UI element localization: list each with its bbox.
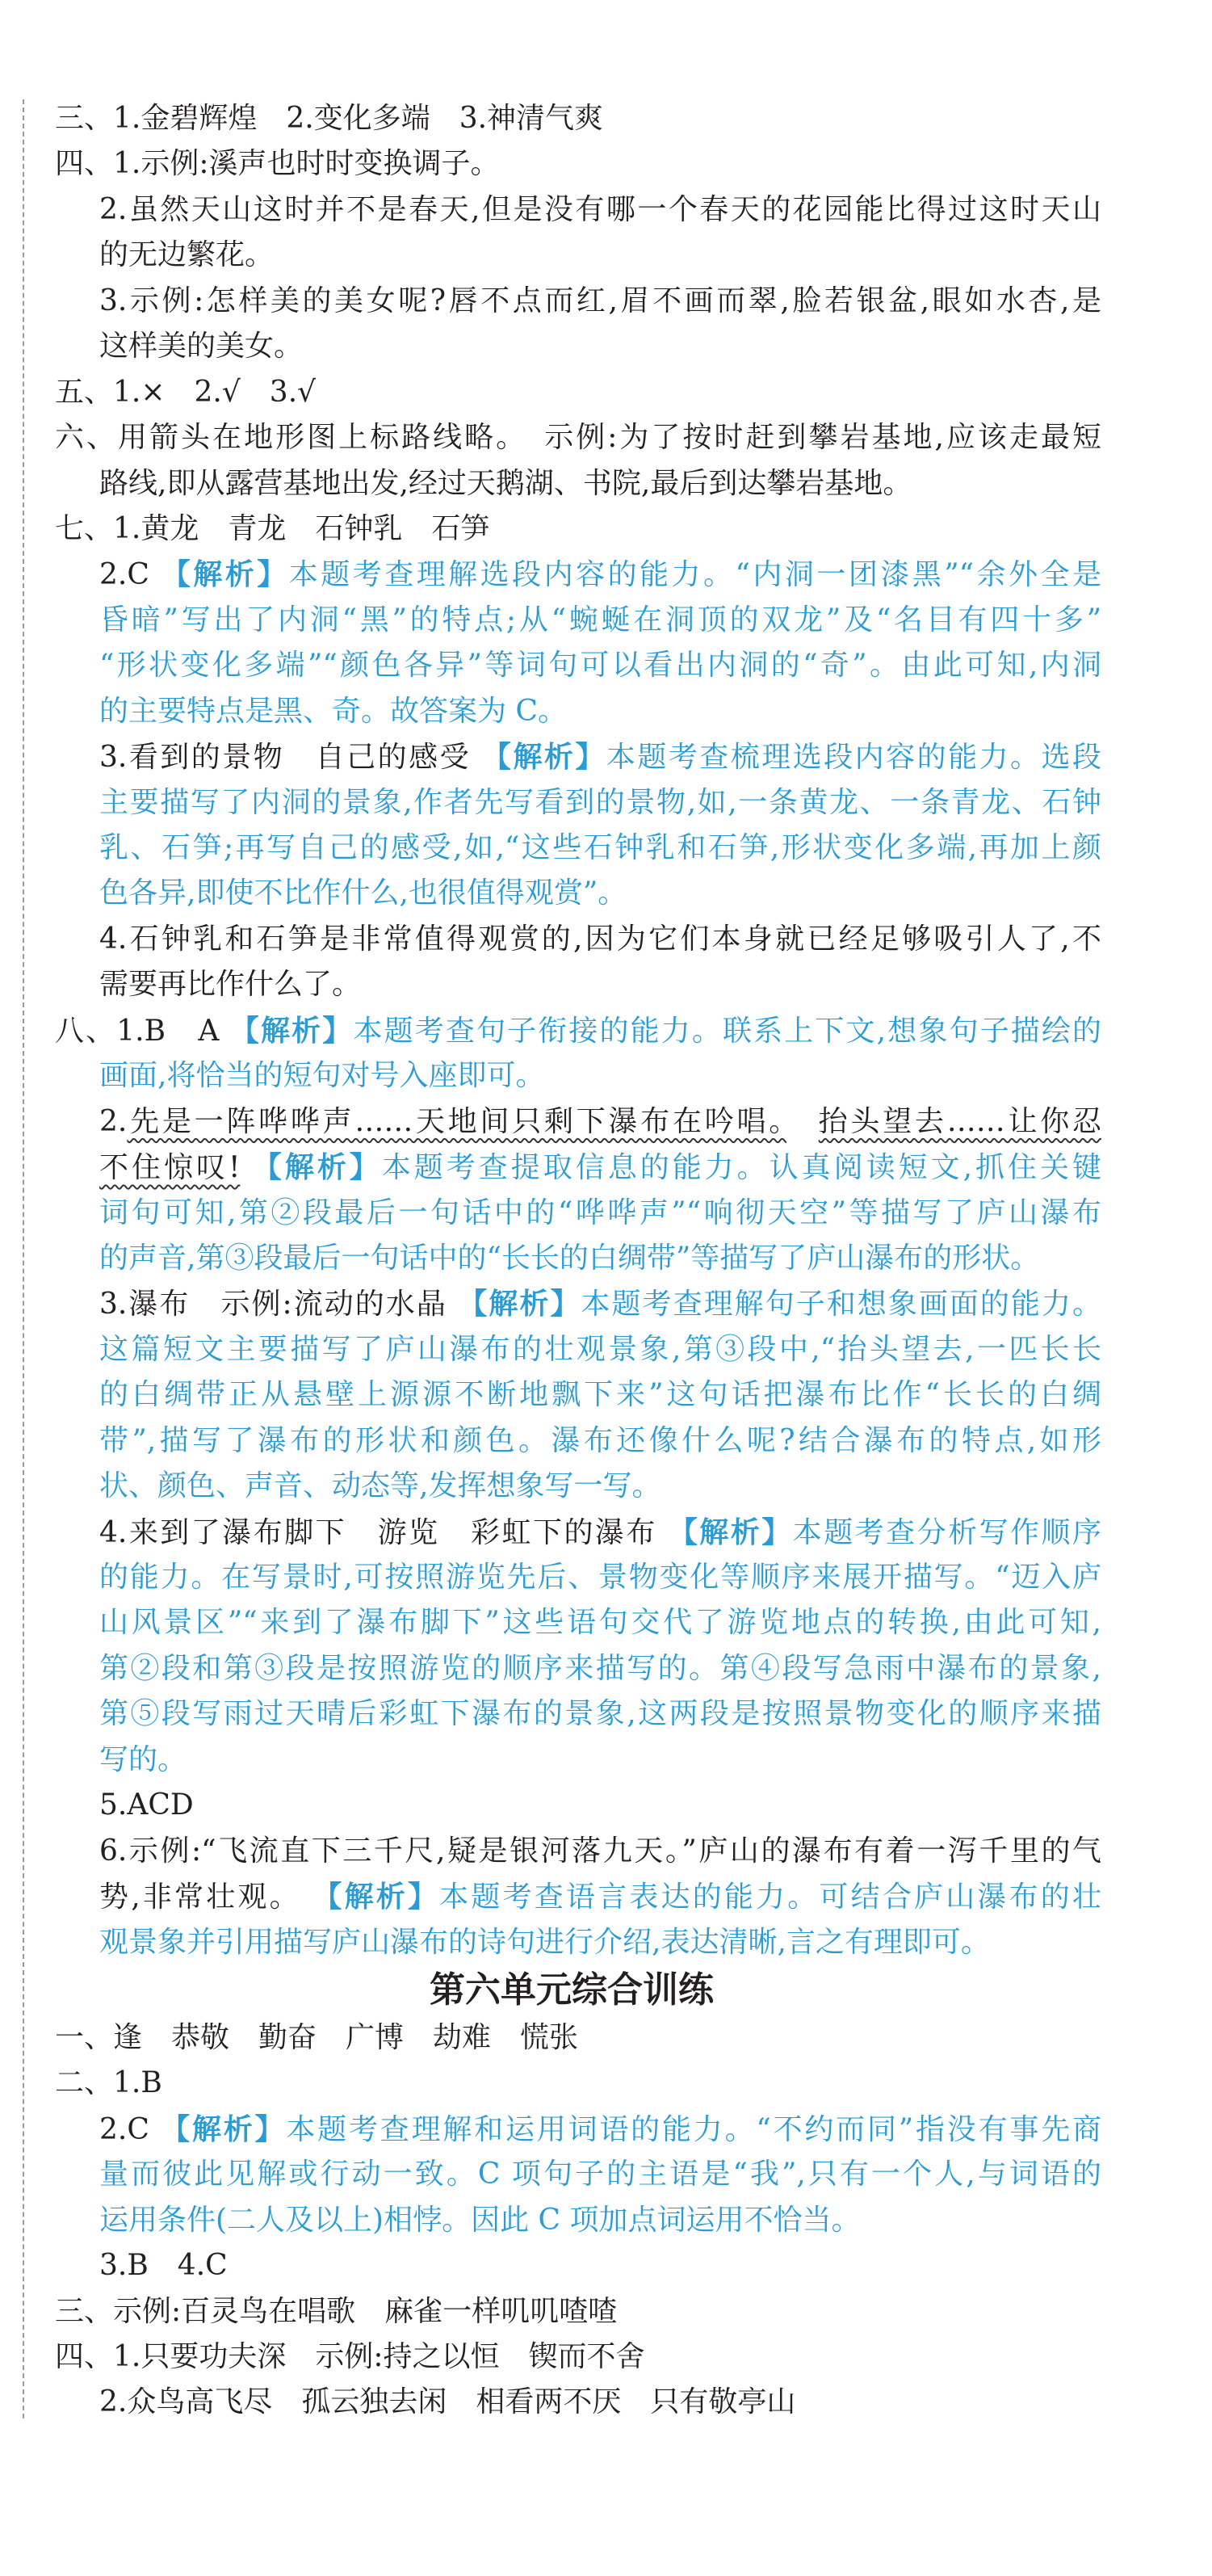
answer-text: 2.C — [99, 558, 161, 592]
answer-item — [55, 415, 1101, 506]
answer-text: 六、用箭头在地形图上标路线略。 示例:为了按时赶到攀岩基地,应该走最短 — [55, 421, 1101, 455]
answer-item — [55, 141, 1101, 187]
analysis-text: 本题考查语言表达的能力。可结合庐山瀑布的壮 — [439, 1881, 1101, 1914]
text-line — [55, 1008, 1101, 1053]
text-line — [55, 2015, 1101, 2061]
answer-text: 6.示例:“飞流直下三千尺,疑是银河落九天。”庐山的瀑布有着一泻千里的气 — [99, 1834, 1101, 1868]
analysis-tag: 【解析】 — [458, 1287, 581, 1322]
text-line — [55, 552, 1101, 597]
text-line — [55, 1646, 1101, 1691]
answer-text: 3.瀑布 示例:流动的水晶 — [99, 1288, 459, 1322]
text-line — [55, 1191, 1101, 1236]
analysis-text: 的主要特点是黑、奇。故答案为 C。 — [99, 694, 567, 728]
answer-item — [55, 370, 1101, 415]
analysis-text: 运用条件(二人及以上)相悖。因此 C 项加点词运用不恰当。 — [99, 2203, 861, 2237]
analysis-text: 写的。 — [99, 1742, 187, 1776]
analysis-text: 第②段和第③段是按照游览的顺序来描写的。第④段写急雨中瀑布的景象, — [99, 1651, 1101, 1685]
answer-item — [55, 2243, 1101, 2288]
answer-text — [240, 1151, 252, 1184]
answer-text: 这样美的美女。 — [99, 330, 304, 363]
text-line — [55, 233, 1101, 278]
text-line — [55, 1099, 1101, 1145]
text-line — [55, 1600, 1101, 1645]
analysis-text: 乳、石笋;再写自己的感受,如,“这些石钟乳和石笋,形状变化多端,再加上颜 — [99, 831, 1101, 864]
analysis-text: 第⑤段写雨过天晴后彩虹下瀑布的景象,这两段是按照景物变化的顺序来描 — [99, 1697, 1101, 1731]
text-line — [55, 598, 1101, 643]
analysis-text: 本题考查理解选段内容的能力。“内洞一团漆黑”“余外全是 — [288, 558, 1101, 592]
analysis-text: 观景象并引用描写庐山瀑布的诗句进行介绍,表达清晰,言之有理即可。 — [99, 1925, 990, 1959]
analysis-text: 的能力。在写景时,可按照游览先后、景物变化等顺序来展开描写。“迈入庐 — [99, 1561, 1101, 1594]
text-line — [55, 917, 1101, 962]
analysis-text: 量而彼此见解或行动一致。C 项句子的主语是“我”,只有一个人,与词语的 — [99, 2158, 1101, 2191]
question-section — [55, 370, 1101, 415]
text-line — [55, 1418, 1101, 1464]
answer-item — [55, 1829, 1101, 1965]
analysis-text: 词句可知,第②段最后一句话中的“哗哗声”“响彻天空”等描写了庐山瀑布 — [99, 1196, 1101, 1229]
question-section — [55, 415, 1101, 506]
text-line — [55, 461, 1101, 506]
text-line — [55, 734, 1101, 780]
text-line — [55, 1327, 1101, 1372]
answer-text: 势,非常壮观。 — [99, 1881, 313, 1914]
answer-item — [55, 2334, 1101, 2380]
text-line — [55, 962, 1101, 1007]
answer-item — [55, 1783, 1101, 1828]
answer-item — [55, 1008, 1101, 1099]
answer-text: 八、1.B A — [55, 1014, 230, 1048]
text-line — [55, 1555, 1101, 1600]
analysis-text: 主要描写了内洞的景象,作者先写看到的景物,如,一条黄龙、一条青龙、石钟 — [99, 785, 1101, 819]
text-line — [55, 2107, 1101, 2152]
text-line — [55, 2334, 1101, 2380]
answer-item — [55, 2380, 1101, 2425]
analysis-text: 画面,将恰当的短句对号入座即可。 — [99, 1059, 545, 1093]
text-line — [55, 2380, 1101, 2425]
analysis-tag: 【解析】 — [312, 1880, 440, 1914]
text-line — [55, 780, 1101, 826]
unit-heading: 第六单元综合训练 — [430, 1969, 714, 2011]
analysis-tag: 【解析】 — [252, 1150, 382, 1185]
answer-text: 4.来到了瀑布脚下 游览 彩虹下的瀑布 — [99, 1515, 669, 1549]
text-line — [55, 1738, 1101, 1783]
text-line — [55, 689, 1101, 734]
text-line — [55, 1236, 1101, 1281]
text-line — [55, 1281, 1101, 1326]
answer-text: 五、1.× 2.√ 3.√ — [55, 375, 317, 409]
text-line — [55, 1053, 1101, 1099]
text-line — [55, 1874, 1101, 1919]
answer-text: 5.ACD — [99, 1788, 194, 1822]
answer-text: 七、1.黄龙 青龙 石钟乳 石笋 — [55, 511, 490, 545]
analysis-text: 本题考查理解句子和想象画面的能力。 — [581, 1288, 1101, 1322]
underlined-answer-text: 不住惊叹! — [99, 1151, 241, 1185]
answer-text: 3.示例:怎样美的美女呢?唇不点而红,眉不画而翠,脸若银盆,眼如水杏,是 — [99, 284, 1101, 317]
question-section — [55, 96, 1101, 141]
text-line — [55, 2198, 1101, 2243]
answer-item — [55, 506, 1101, 552]
answer-item — [55, 2289, 1101, 2334]
text-line — [55, 1783, 1101, 1828]
answer-item — [55, 917, 1101, 1008]
answer-text: 2.众鸟高飞尽 孤云独去闲 相看两不厌 只有敬亭山 — [99, 2385, 796, 2419]
analysis-text: 的白绸带正从悬壁上源源不断地飘下来”这句话把瀑布比作“长长的白绸 — [99, 1378, 1101, 1412]
text-line — [55, 2289, 1101, 2334]
text-line — [55, 506, 1101, 552]
answer-content — [55, 96, 1101, 2426]
text-line — [55, 1145, 1101, 1190]
analysis-text: 状、颜色、声音、动态等,发挥想象写一写。 — [99, 1469, 661, 1503]
text-line — [55, 279, 1101, 324]
text-line — [55, 826, 1101, 871]
answer-item — [55, 2107, 1101, 2243]
analysis-tag: 【解析】 — [481, 740, 606, 775]
text-line — [55, 1920, 1101, 1965]
text-line — [55, 96, 1101, 141]
answer-text: 一、逢 恭敬 勤奋 广博 劫难 慌张 — [55, 2020, 579, 2054]
answer-item — [55, 1281, 1101, 1509]
text-line — [55, 2243, 1101, 2288]
question-section — [55, 2061, 1101, 2288]
question-section — [55, 2015, 1101, 2061]
answer-text: 3.看到的景物 自己的感受 — [99, 741, 482, 775]
analysis-tag: 【解析】 — [161, 557, 289, 592]
analysis-text: 本题考查提取信息的能力。认真阅读短文,抓住关键 — [381, 1151, 1101, 1185]
question-section — [55, 2334, 1101, 2426]
answer-text: 2.C — [99, 2112, 161, 2146]
answer-text: 4.石钟乳和石笋是非常值得观赏的,因为它们本身就已经足够吸引人了,不 — [99, 922, 1101, 956]
analysis-tag: 【解析】 — [229, 1013, 354, 1048]
text-line — [55, 141, 1101, 187]
underlined-answer-text: 先是一阵哗哗声……天地间只剩下瀑布在吟唱。 — [127, 1104, 786, 1138]
text-line — [55, 2152, 1101, 2197]
answer-item — [55, 552, 1101, 734]
analysis-text: 山风景区”“来到了瀑布脚下”这些语句交代了游览地点的转换,由此可知, — [99, 1606, 1101, 1640]
analysis-text: 的声音,第③段最后一句话中的“长长的白绸带”等描写了庐山瀑布的形状。 — [99, 1241, 1040, 1275]
text-line — [55, 871, 1101, 916]
text-line — [55, 370, 1101, 415]
analysis-tag: 【解析】 — [668, 1515, 793, 1549]
answer-text: 需要再比作什么了。 — [99, 968, 362, 1002]
text-line — [55, 1829, 1101, 1874]
text-line — [55, 1510, 1101, 1555]
text-line — [55, 187, 1101, 233]
answer-item — [55, 2015, 1101, 2061]
analysis-text: 带”,描写了瀑布的形状和颜色。瀑布还像什么呢?结合瀑布的特点,如形 — [99, 1423, 1101, 1457]
answer-item — [55, 96, 1101, 141]
text-line — [55, 1372, 1101, 1418]
answer-item — [55, 2061, 1101, 2106]
answer-text — [786, 1105, 819, 1138]
analysis-text: 色各异,即使不比作什么,也很值得观赏”。 — [99, 876, 627, 910]
answer-text: 的无边繁花。 — [99, 238, 275, 272]
analysis-text: “形状变化多端”“颜色各异”等词句可以看出内洞的“奇”。由此可知,内洞 — [99, 649, 1101, 683]
analysis-text: 这篇短文主要描写了庐山瀑布的壮观景象,第③段中,“抬头望去,一匹长长 — [99, 1332, 1101, 1366]
answer-text: 二、1.B — [55, 2066, 162, 2100]
text-line — [55, 643, 1101, 688]
answer-text: 路线,即从露营基地出发,经过天鹅湖、书院,最后到达攀岩基地。 — [99, 466, 912, 500]
answer-item — [55, 187, 1101, 279]
answer-text: 3.B 4.C — [99, 2249, 228, 2283]
analysis-tag: 【解析】 — [161, 2112, 287, 2146]
answer-text: 三、示例:百灵鸟在唱歌 麻雀一样叽叽喳喳 — [55, 2294, 618, 2328]
answer-item — [55, 1099, 1101, 1282]
question-section — [55, 506, 1101, 1008]
analysis-text: 本题考查句子衔接的能力。联系上下文,想象句子描绘的 — [353, 1014, 1101, 1048]
answer-text: 四、1.只要功夫深 示例:持之以恒 锲而不舍 — [55, 2340, 645, 2373]
answer-item — [55, 279, 1101, 370]
answer-item — [55, 734, 1101, 917]
question-section — [55, 2289, 1101, 2334]
underlined-answer-text: 抬头望去……让你忍 — [818, 1104, 1101, 1138]
answer-text: 2. — [99, 1104, 128, 1138]
analysis-text: 本题考查理解和运用词语的能力。“不约而同”指没有事先商 — [286, 2112, 1101, 2146]
text-line — [55, 1691, 1101, 1737]
analysis-text: 本题考查分析写作顺序 — [792, 1515, 1101, 1549]
analysis-text: 本题考查梳理选段内容的能力。选段 — [606, 741, 1101, 775]
question-section — [55, 1008, 1101, 1965]
answer-text: 三、1.金碧辉煌 2.变化多端 3.神清气爽 — [55, 102, 604, 135]
text-line — [55, 1464, 1101, 1509]
margin-dashed-rule — [23, 99, 24, 2418]
text-line — [55, 415, 1101, 460]
text-line — [55, 324, 1101, 369]
question-section — [55, 141, 1101, 369]
text-line — [55, 2061, 1101, 2106]
answer-text: 四、1.示例:溪声也时时变换调子。 — [55, 147, 500, 181]
answer-item — [55, 1510, 1101, 1784]
analysis-text: 昏暗”写出了内洞“黑”的特点;从“蜿蜒在洞顶的双龙”及“名目有四十多” — [99, 603, 1101, 637]
answer-text: 2.虽然天山这时并不是春天,但是没有哪一个春天的花园能比得过这时天山 — [99, 192, 1101, 226]
